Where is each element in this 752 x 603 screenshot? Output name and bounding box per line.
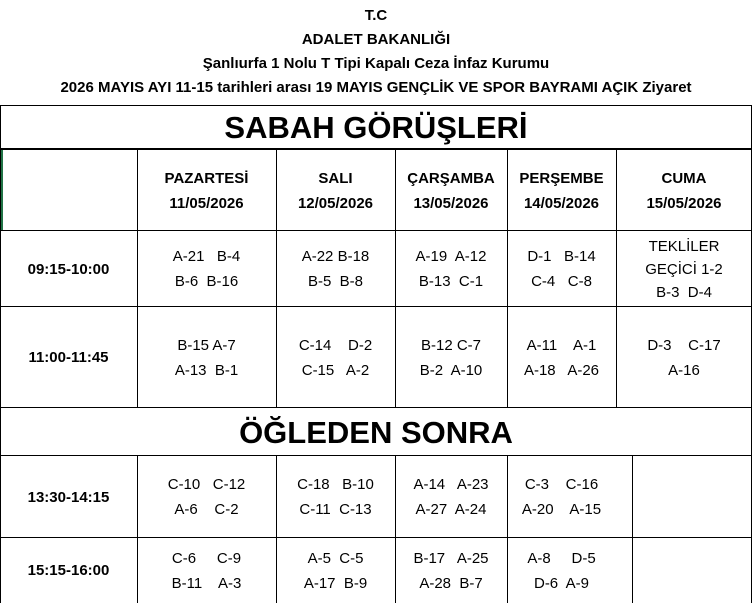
- grid-line: [0, 407, 752, 408]
- time-slot: 13:30-14:15: [27, 488, 110, 506]
- time-slot: 11:00-11:45: [28, 349, 109, 366]
- grid-line: [276, 150, 277, 407]
- schedule-cell: B-17 A-25 A-28 B-7: [413, 549, 489, 592]
- schedule-cell: C-18 B-10 C-11 C-13: [297, 476, 374, 518]
- day-header-friday: CUMA 15/05/2026: [646, 169, 722, 212]
- header-line-tc: T.C: [364, 7, 388, 24]
- schedule-cell: C-14 D-2 C-15 A-2: [298, 336, 373, 379]
- grid-line: [137, 150, 138, 407]
- grid-line: [137, 455, 138, 603]
- schedule-cell: A-8 D-5 D-6 A-9: [527, 549, 596, 592]
- afternoon-section-title: ÖĞLEDEN SONRA: [239, 415, 513, 450]
- schedule-cell: A-22 B-18 B-5 B-8: [301, 248, 370, 290]
- time-slot: 15:15-16:00: [27, 562, 110, 579]
- morning-section-title: SABAH GÖRÜŞLERİ: [224, 110, 528, 145]
- grid-line: [395, 150, 396, 407]
- grid-line: [507, 150, 508, 407]
- schedule-cell: A-11 A-1 A-18 A-26: [523, 336, 600, 379]
- schedule-cell: A-19 A-12 B-13 C-1: [415, 248, 487, 290]
- day-header-thursday: PERŞEMBE 14/05/2026: [519, 169, 604, 212]
- grid-line: [0, 306, 752, 307]
- grid-line: [0, 105, 1, 603]
- grid-line: [632, 455, 633, 603]
- grid-line: [616, 150, 617, 407]
- schedule-cell: A-14 A-23 A-27 A-24: [413, 476, 489, 518]
- day-header-tuesday: SALI 12/05/2026: [297, 169, 374, 212]
- schedule-cell: D-1 B-14 C-4 C-8: [527, 248, 596, 290]
- grid-line: [0, 148, 752, 150]
- schedule-cell: C-3 C-16 A-20 A-15: [521, 476, 602, 518]
- day-header-monday: PAZARTESİ 11/05/2026: [164, 169, 249, 212]
- header-line-ministry: ADALET BAKANLIĞI: [301, 31, 451, 48]
- header-line-period: 2026 MAYIS AYI 11-15 tarihleri arası 19 MAYIS GENÇLİK VE SPOR BAYRAMI AÇIK Ziyaret: [60, 79, 692, 96]
- day-header-wednesday: ÇARŞAMBA 13/05/2026: [407, 169, 495, 212]
- time-slot: 09:15-10:00: [27, 260, 110, 278]
- grid-line: [507, 455, 508, 603]
- header-line-institution: Şanlıurfa 1 Nolu T Tipi Kapalı Ceza İnfaz Kurumu: [202, 55, 550, 72]
- schedule-cell: TEKLİLER GEÇİCİ 1-2 B-3 D-4: [645, 237, 723, 301]
- grid-line: [395, 455, 396, 603]
- grid-line: [0, 230, 752, 231]
- grid-line: [0, 537, 752, 538]
- row-indicator: [0, 148, 137, 231]
- schedule-cell: A-21 B-4 B-6 B-16: [172, 248, 241, 290]
- schedule-cell: C-6 C-9 B-11 A-3: [171, 549, 242, 592]
- schedule-cell: B-15 A-7 A-13 B-1: [174, 336, 239, 379]
- grid-line: [276, 455, 277, 603]
- schedule-cell: D-3 C-17 A-16: [647, 336, 721, 379]
- divider: [0, 105, 752, 106]
- schedule-cell: B-12 C-7 B-2 A-10: [419, 336, 483, 379]
- schedule-cell: C-10 C-12 A-6 C-2: [167, 476, 246, 518]
- grid-line: [0, 455, 752, 456]
- schedule-cell: A-5 C-5 A-17 B-9: [303, 549, 368, 592]
